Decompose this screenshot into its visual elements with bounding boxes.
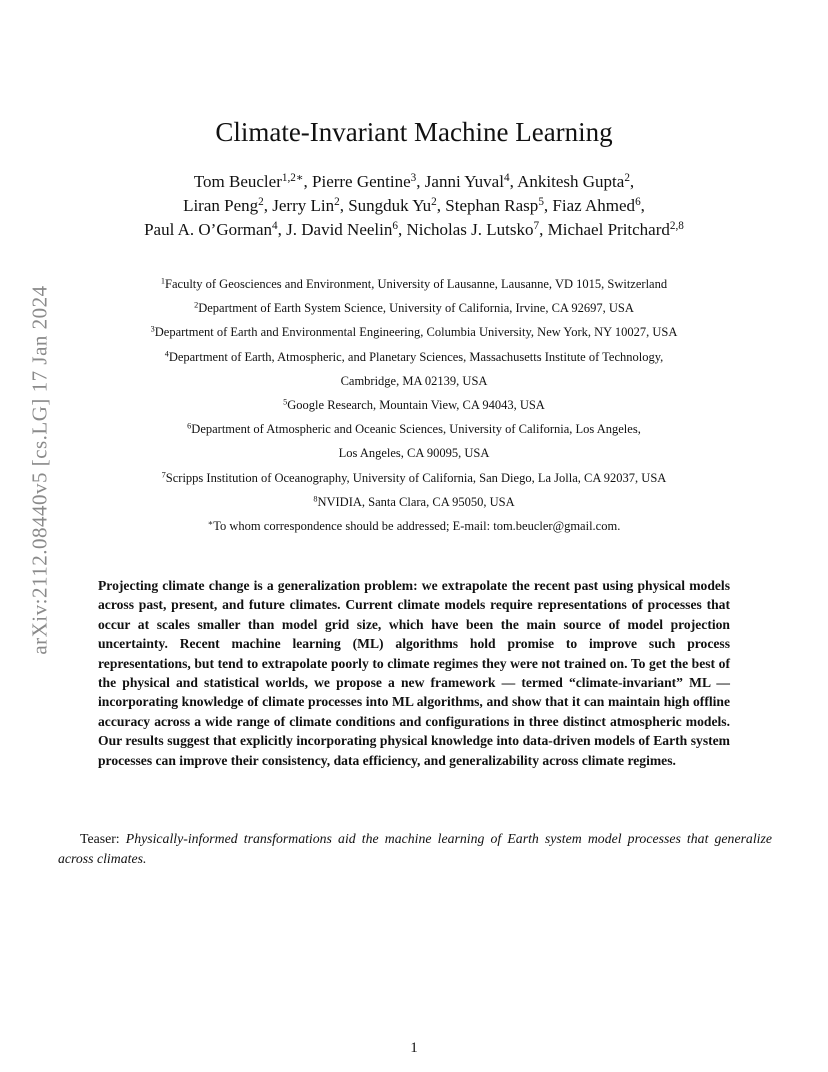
author-name: Stephan Rasp bbox=[445, 196, 539, 215]
affiliation-line bbox=[60, 320, 768, 344]
author-separator: , bbox=[339, 196, 349, 215]
author-affiliation-marker: 7 bbox=[533, 219, 540, 232]
author-name: Tom Beucler bbox=[193, 172, 282, 191]
author bbox=[144, 220, 286, 239]
affiliation-text: Faculty of Geosciences and Environment, University of Lausanne, Lausanne, VD 1015, Switzerland bbox=[165, 277, 668, 291]
affiliation-marker: 3 bbox=[150, 324, 155, 334]
affiliation-text: Cambridge, MA 02139, USA bbox=[340, 373, 488, 388]
author-affiliation-marker: 3 bbox=[410, 171, 417, 184]
affiliation-text: Scripps Institution of Oceanography, University of California, San Diego, La Jolla, CA 92037, USA bbox=[165, 470, 667, 485]
affiliation-line bbox=[60, 393, 768, 417]
teaser-text: Physically-informed transformations aid the machine learning of Earth system model processes that generalize across climates. bbox=[58, 831, 772, 866]
author-affiliation-marker: 2,8 bbox=[669, 219, 684, 232]
author-separator: , bbox=[416, 172, 425, 191]
affiliation-marker: 1 bbox=[160, 276, 166, 286]
affiliation-line bbox=[60, 466, 768, 490]
affiliation-text: Department of Earth, Atmospheric, and Planetary Sciences, Massachusetts Institute of Technology, bbox=[168, 349, 664, 364]
correspondence-text: To whom correspondence should be addressed; E-mail: tom.beucler@gmail.com. bbox=[213, 519, 621, 534]
affiliation-marker: 7 bbox=[161, 470, 166, 480]
author bbox=[445, 196, 552, 215]
affiliation-marker: 6 bbox=[187, 421, 192, 431]
correspondence-marker: ∗ bbox=[207, 518, 214, 528]
affiliation-line bbox=[60, 272, 768, 296]
author-list bbox=[60, 170, 768, 242]
affiliation-line bbox=[60, 441, 768, 465]
author bbox=[548, 220, 684, 239]
author-separator: , bbox=[640, 196, 645, 215]
teaser bbox=[58, 829, 772, 868]
author bbox=[312, 172, 425, 191]
affiliation-text: NVIDIA, Santa Clara, CA 95050, USA bbox=[317, 494, 515, 509]
author-name: Ankitesh Gupta bbox=[517, 172, 625, 191]
author-affiliation-marker: 5 bbox=[538, 195, 544, 208]
affiliation-marker: 2 bbox=[194, 300, 199, 310]
affiliation-marker: 8 bbox=[313, 494, 318, 504]
author bbox=[194, 172, 312, 191]
affiliation-text: Los Angeles, CA 90095, USA bbox=[338, 446, 490, 461]
affiliation-line bbox=[60, 296, 768, 320]
author bbox=[183, 196, 272, 215]
affiliation-text: Department of Atmospheric and Oceanic Sciences, University of California, Los Angeles, bbox=[191, 422, 641, 437]
author-separator: , bbox=[539, 220, 548, 239]
author-affiliation-marker: 1,2∗ bbox=[281, 171, 304, 184]
author-name: Jerry Lin bbox=[272, 196, 335, 215]
author bbox=[272, 196, 348, 215]
affiliation-line bbox=[60, 369, 768, 393]
affiliation-marker: 5 bbox=[283, 397, 288, 407]
author-name: Nicholas J. Lutsko bbox=[406, 220, 534, 239]
author-name: Paul A. O’Gorman bbox=[144, 220, 273, 239]
correspondence-note bbox=[60, 514, 768, 538]
author-name: Janni Yuval bbox=[424, 172, 504, 191]
author-affiliation-marker: 4 bbox=[272, 219, 278, 232]
affiliation-marker: 4 bbox=[164, 349, 169, 359]
author-separator: , bbox=[436, 196, 446, 215]
author-separator: , bbox=[303, 172, 313, 191]
author bbox=[348, 196, 445, 215]
author-affiliation-marker: 2 bbox=[431, 195, 437, 208]
author-affiliation-marker: 2 bbox=[258, 195, 264, 208]
author bbox=[406, 220, 547, 239]
author-name: Sungduk Yu bbox=[348, 196, 432, 215]
author-name: J. David Neelin bbox=[286, 220, 393, 239]
affiliation-line bbox=[60, 345, 768, 369]
affiliation-line bbox=[60, 417, 768, 441]
author-name: Michael Pritchard bbox=[547, 220, 670, 239]
author-separator: , bbox=[263, 196, 273, 215]
affiliation-list bbox=[60, 272, 768, 538]
author-affiliation-marker: 6 bbox=[392, 219, 398, 232]
author-separator: , bbox=[543, 196, 553, 215]
page-number: 1 bbox=[410, 1040, 418, 1056]
arxiv-identifier-stamp: arXiv:2112.08440v5 [cs.LG] 17 Jan 2024 bbox=[27, 285, 52, 655]
author-name: Fiaz Ahmed bbox=[552, 196, 636, 215]
author-name: Liran Peng bbox=[183, 196, 259, 215]
author-affiliation-marker: 2 bbox=[624, 171, 630, 184]
abstract: Projecting climate change is a generalization problem: we extrapolate the recent past using physical models across past, present, and future climates. Current climate models require representations of processes that occur at scales smaller than model grid size, which have been the main source of model projection uncertainty. Recent machine learning (ML) algorithms hold promise to improve such process representations, but tend to extrapolate poorly to climate regimes they were not trained on. To get the best of the physical and statistical worlds, we propose a new framework — termed “climate-invariant” ML — incorporating knowledge of climate processes into ML algorithms, and show that it can maintain high offline accuracy across a wide range of climate conditions and configurations in three distinct atmospheric models. Our results suggest that explicitly incorporating physical knowledge into data-driven models of Earth system processes can improve their consistency, data efficiency, and generalizability across climate regimes. bbox=[98, 578, 730, 768]
teaser-label: Teaser: bbox=[80, 831, 120, 846]
author-affiliation-marker: 4 bbox=[503, 171, 510, 184]
author-name: Pierre Gentine bbox=[312, 172, 411, 191]
author-separator: , bbox=[277, 220, 287, 239]
affiliation-text: Department of Earth System Science, University of California, Irvine, CA 92697, USA bbox=[198, 301, 634, 316]
author bbox=[517, 172, 634, 191]
author-separator: , bbox=[629, 172, 635, 191]
affiliation-text: Google Research, Mountain View, CA 94043, USA bbox=[287, 398, 545, 413]
author bbox=[552, 196, 645, 215]
affiliation-text: Department of Earth and Environmental Engineering, Columbia University, New York, NY 10027, USA bbox=[154, 325, 678, 340]
affiliation-line bbox=[60, 490, 768, 514]
author bbox=[286, 220, 406, 239]
author-affiliation-marker: 2 bbox=[334, 195, 340, 208]
author bbox=[425, 172, 517, 191]
author-affiliation-marker: 6 bbox=[635, 195, 641, 208]
author-separator: , bbox=[509, 172, 518, 191]
author-separator: , bbox=[397, 220, 407, 239]
paper-title: Climate-Invariant Machine Learning bbox=[215, 117, 613, 147]
